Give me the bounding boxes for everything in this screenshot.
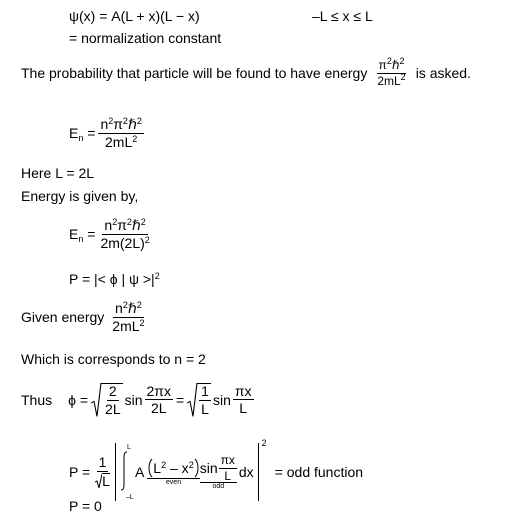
x-range: –L ≤ x ≤ L: [312, 8, 373, 24]
is-asked-text: is asked.: [415, 65, 471, 82]
energy-fraction: $\frac{\pi^2\hbar^2}{2mL^2}$: [377, 56, 406, 88]
energy-formula-1: $E_n$ = $\frac{n^2\pi^2\hbar^2}{2mL^2}$: [69, 116, 142, 150]
psi-definition: ψ(x) = A(L + x)(L − x): [69, 8, 200, 24]
given-energy: Given energy $\frac{n^2\hbar^2}{2mL^2}$: [21, 300, 145, 334]
final-result: P = 0: [69, 498, 102, 514]
here-statement: Here L = 2L: [21, 165, 95, 181]
energy-given-by: Energy is given by,: [21, 188, 139, 204]
probability-statement: [21, 56, 471, 88]
probability-formula: P = |< ϕ | $\psi >|^2$: [69, 271, 160, 287]
integral-formula: P = $\frac{1}{L}$ L –L A $L^2 - x^2$ even sin $\frac{\pi x}{L}$ odd dx 2 = odd function: [69, 438, 364, 501]
normalization-note: = normalization constant: [69, 30, 222, 46]
phi-formula: Thus ϕ = $\frac{2}{2L}$ sin $\frac{2\pi x}{2L}$ = $\frac{1}{L}$ sin $\frac{\pi x}{L}$: [21, 382, 252, 417]
corresponds-statement: Which is corresponds to n = 2: [21, 351, 206, 367]
energy-formula-2: $E_n$ = $\frac{n^2\pi^2\hbar^2}{2m(2L)^2}$: [69, 217, 150, 251]
probability-text: The probability that particle will be found to have energy: [21, 65, 368, 82]
